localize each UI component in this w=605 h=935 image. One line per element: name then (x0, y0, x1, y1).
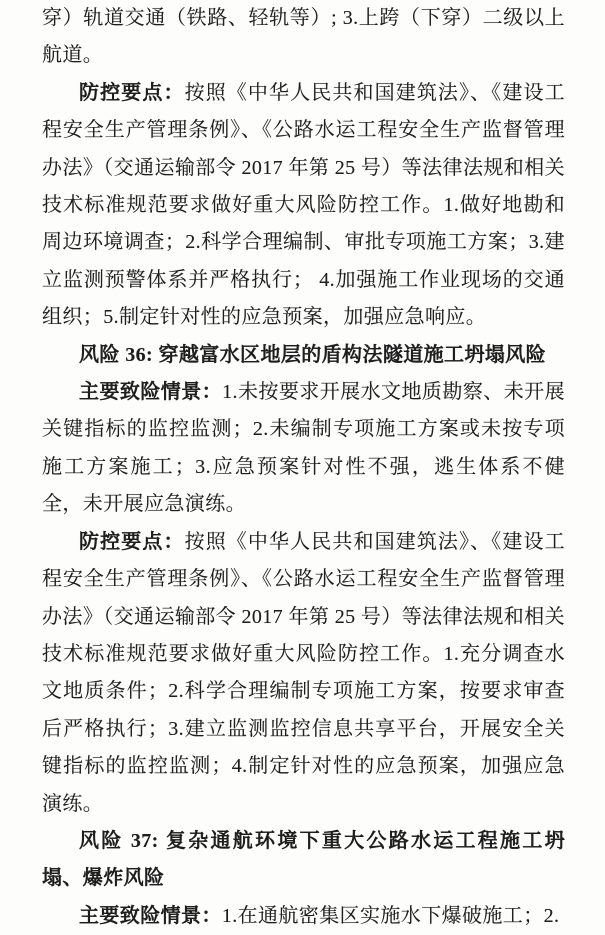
risk-37-heading-text: 风险 37: 复杂通航环境下重大公路水运工程施工坍塌、爆炸风险 (42, 829, 565, 890)
paragraph-text: 按照《中华人民共和国建筑法》、《建设工程安全生产管理条例》、《公路水运工程安全生产监督管理办法》（交通运输部令 2017 年第 25 号）等法律法规和相关技术标准规范要求做好重大风险防控工作。1.做好地勘和周边环境调查；2.科学合理编制、审批专项施工方案；3.建立监测预警体系并严格执行； 4.加强施工作业现场的交通组织；5.制定针对性的应急预案，加强应急响应。 (42, 81, 566, 329)
risk-scenarios-label: 主要致险情景： (79, 381, 223, 404)
prevention-points-paragraph-36 (42, 524, 565, 823)
risk-scenarios-paragraph-36 (42, 374, 565, 524)
paragraph-text: 穿）轨道交通（铁路、轻轨等）; 3.上跨（下穿）二级以上航道。 (42, 7, 565, 67)
risk-scenarios-label: 主要致险情景： (79, 904, 222, 927)
risk-37-heading (42, 823, 565, 898)
paragraph-text: 按照《中华人民共和国建筑法》、《建设工程安全生产管理条例》、《公路水运工程安全生产监督管理办法》（交通运输部令 2017 年第 25 号）等法律法规和相关技术标准规范要求做好重大风险防控工作。1.充分调查水文地质条件；2.科学合理编制专项施工方案，按要求审查后严格执行；3.建立监测监控信息共享平台，开展安全关键指标的监控监测；4.制定针对性的应急预案，加强应急演练。 (42, 530, 566, 815)
continuation-paragraph (42, 0, 565, 75)
risk-scenarios-paragraph-37 (42, 898, 565, 935)
document-body (42, 0, 565, 935)
prevention-points-paragraph-1 (42, 75, 565, 337)
paragraph-text: 1.未按要求开展水文地质勘察、未开展关键指标的监控监测；2.未编制专项施工方案或未按专项施工方案施工；3.应急预案针对性不强，逃生体系不健全，未开展应急演练。 (42, 381, 565, 516)
prevention-points-label: 防控要点： (79, 81, 185, 104)
risk-36-heading (42, 337, 565, 374)
prevention-points-label: 防控要点： (79, 530, 185, 553)
paragraph-text: 1.在通航密集区实施水下爆破施工；2. (221, 904, 560, 927)
risk-36-heading-text: 风险 36: 穿越富水区地层的盾构法隧道施工坍塌风险 (79, 343, 547, 366)
